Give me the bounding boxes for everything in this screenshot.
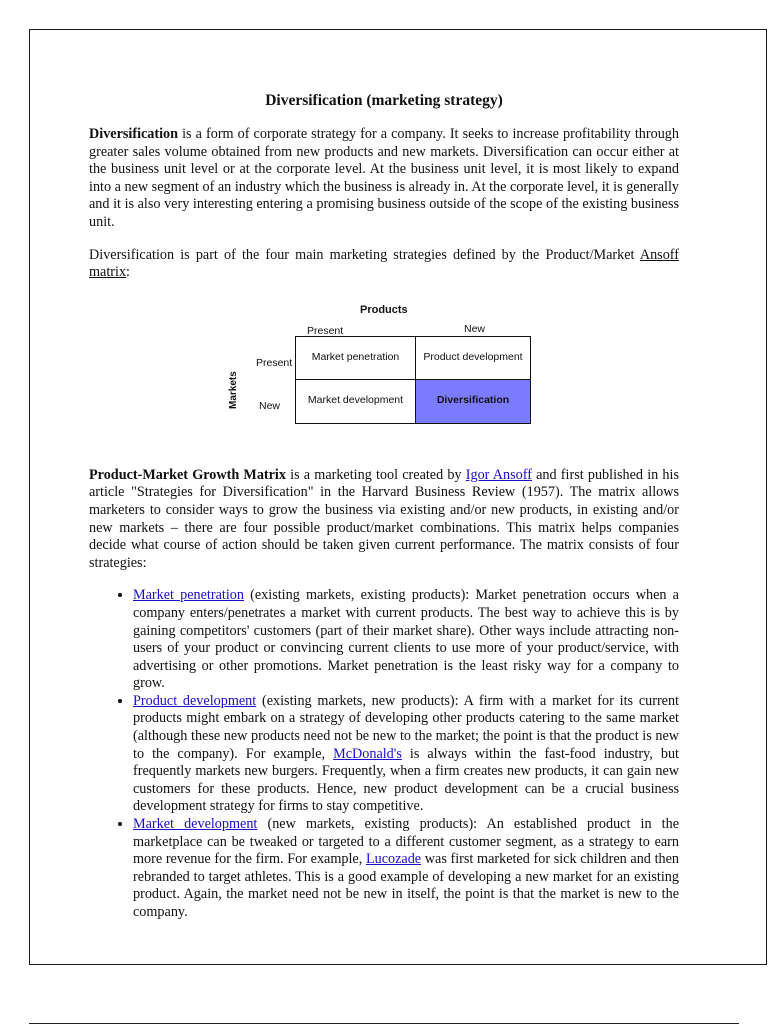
- ansoff-text: Diversification is part of the four main marketing strategies defined by the Product/Market: [89, 246, 640, 263]
- ansoff-matrix-figure: [89, 297, 679, 457]
- matrix-grid: [295, 336, 531, 424]
- cell-market-development: Market development: [296, 380, 416, 423]
- cell-product-development: Product development: [416, 337, 530, 380]
- market-development-text: (new markets, existing products): An established product in the marketplace can be tweaked or targeted to a different customer segment, as a strategy to earn more revenue for the firm. For example,: [133, 816, 680, 868]
- lucozade-link[interactable]: Lucozade: [365, 851, 422, 868]
- product-development-link[interactable]: Product development: [133, 692, 257, 709]
- ansoff-matrix-link[interactable]: Ansoff matrix: [89, 246, 679, 281]
- cell-diversification: Diversification: [416, 380, 530, 423]
- strategy-list: [89, 587, 679, 921]
- market-development-link[interactable]: Market development: [133, 816, 258, 833]
- mcdonalds-link[interactable]: McDonald's: [333, 745, 402, 762]
- growth-matrix-text-2: and first published in his article "Strategies for Diversification" in the Harvard Business Review (1957). The matrix allows marketers to consider ways to grow the business via existing and/or new products, in existing and/or new markets – there are four possible product/market combinations. This matrix helps companies decide what course of action should be taken given current performance. The matrix consists of four strategies:: [89, 466, 679, 571]
- document-page: [29, 29, 767, 965]
- growth-matrix-paragraph: [89, 467, 679, 573]
- intro-text: is a form of corporate strategy for a company. It seeks to increase profitability through greater sales volume obtained from new products and new markets. Diversification can occur either at the business unit level or at the corporate level. At the business unit level, it is most likely to expand into a new segment of an industry which the business is already in. At the corporate level, it is generally and it is also very interesting entering a promising business outside of the scope of the existing business unit.: [89, 126, 679, 230]
- page-title: Diversification (marketing strategy): [265, 92, 503, 109]
- cell-market-penetration: Market penetration: [296, 337, 416, 380]
- list-item-market-development: [133, 816, 679, 922]
- ansoff-tail: :: [126, 264, 130, 281]
- market-penetration-text: (existing markets, existing products): Market penetration occurs when a company enters/penetrates a market with current products. The best way to achieve this is by gaining competitors' customers (part of their market share). Other ways include attracting non-users of your product or convincing current clients to use more of your product/service, with advertising or other promotions. Market penetration is the least risky way for a company to grow.: [133, 587, 679, 692]
- matrix-row-new: New: [259, 399, 281, 412]
- matrix-products-label: Products: [360, 303, 408, 316]
- product-development-text: (existing markets, new products): A firm with a market for its current products might embark on a strategy of developing other products catering to the same market (although these new products need not be new to the market; the point is that the product is new to the company). For example,: [133, 692, 679, 762]
- market-penetration-link[interactable]: Market penetration: [133, 587, 244, 604]
- growth-matrix-text-1: is a marketing tool created by: [285, 466, 466, 483]
- list-item-market-penetration: [133, 587, 679, 693]
- igor-ansoff-link[interactable]: Igor Ansoff: [465, 466, 532, 483]
- product-development-text-2: is always within the fast-food industry, but frequently markets new burgers. Frequently, when a firm creates new products, it can gain new customers for these products. Hence, new product development can be a crucial business development strategy for firms to stay competitive.: [133, 745, 679, 815]
- document-content: [89, 91, 679, 922]
- matrix-markets-label: Markets: [228, 370, 239, 409]
- market-development-text-2: was first marketed for sick children and then rebranded to target athletes. This is a good example of developing a new market for an existing product. Again, the market need not be new in itself, the point is that the market is new to the company.: [133, 851, 679, 920]
- matrix-row-present: Present: [256, 356, 293, 369]
- intro-paragraph: [89, 126, 679, 232]
- matrix-col-present: Present: [307, 324, 344, 337]
- ansoff-paragraph: [89, 247, 679, 282]
- list-item-product-development: [133, 693, 679, 816]
- matrix-col-new: New: [464, 322, 486, 335]
- intro-lead-term: Diversification: [89, 126, 179, 142]
- growth-matrix-lead-term: Product-Market Growth Matrix: [89, 466, 286, 483]
